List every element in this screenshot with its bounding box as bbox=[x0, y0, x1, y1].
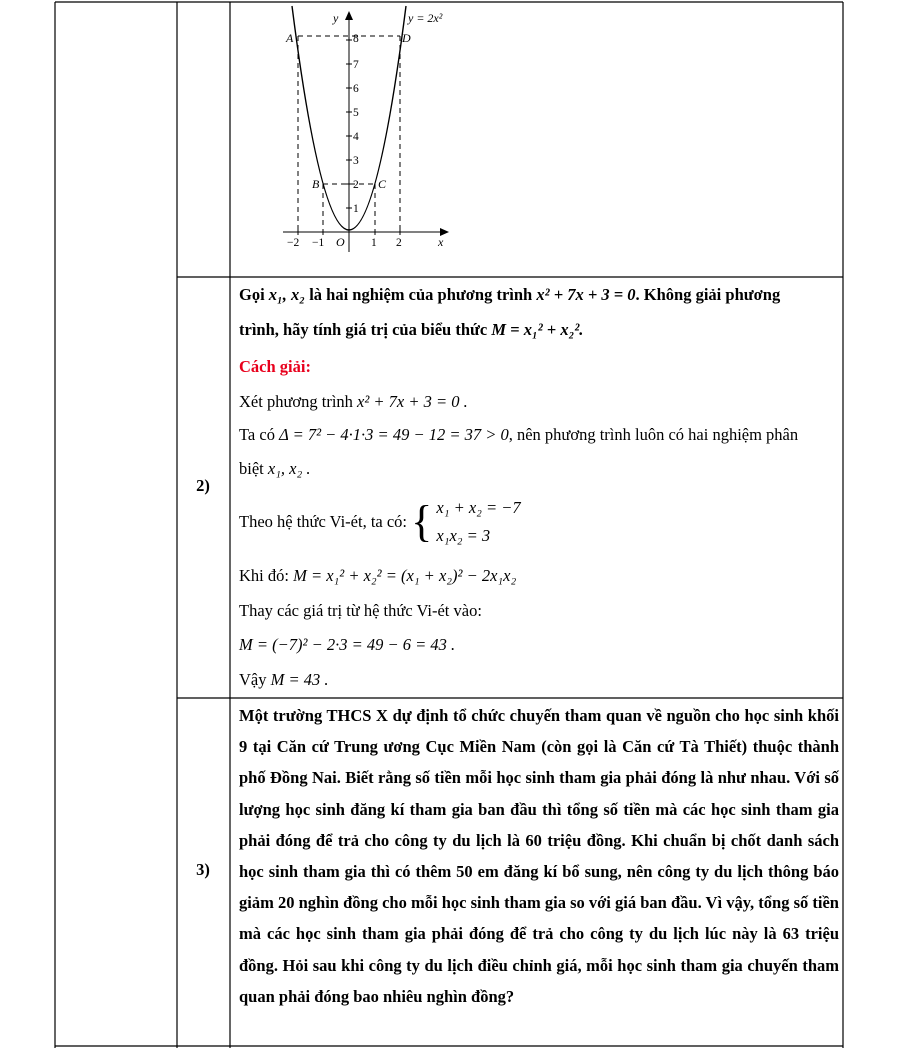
solution-step7: M = (−7)² − 2·3 = 49 − 6 = 43 . bbox=[239, 635, 456, 654]
system-brace: { bbox=[411, 497, 433, 546]
x-tick-neg2: −2 bbox=[287, 237, 300, 249]
parabola-graph bbox=[0, 0, 900, 280]
y-tick-1: 1 bbox=[353, 203, 359, 215]
point-a-label: A bbox=[286, 31, 294, 45]
solution-step1: Xét phương trình x² + 7x + 3 = 0 . bbox=[239, 392, 468, 411]
solution-step5: Khi đó: M = x₁² + x₂² = (x₁ + x₂)² − 2x₁x₂ bbox=[239, 566, 517, 585]
x-axis-label: x bbox=[438, 235, 444, 249]
part2-question-line2: trình, hãy tính giá trị của biểu thức M = x₁² + x₂². bbox=[239, 320, 584, 339]
origin-label: O bbox=[336, 235, 345, 249]
y-tick-7: 7 bbox=[353, 59, 359, 71]
point-c-label: C bbox=[378, 177, 387, 191]
y-axis-label: y bbox=[333, 11, 339, 25]
y-tick-5: 5 bbox=[353, 107, 359, 119]
x-tick-1: 1 bbox=[371, 237, 377, 249]
solution-step3: biệt x₁, x₂ . bbox=[239, 459, 311, 478]
point-b-label: B bbox=[312, 177, 320, 191]
x-tick-2: 2 bbox=[396, 237, 402, 249]
x-tick-neg1: −1 bbox=[312, 237, 325, 249]
part3-problem-text: Một trường THCS X dự định tổ chức chuyến tham quan về nguồn cho học sinh khối 9 tại Căn cứ Trung ương Cục Miền Nam (còn gọi là Căn cứ Tà Thiết) thuộc thành phố Đồng Nai. Biết rằng số tiền mỗi học sinh tham gia phải đóng là như nhau. Với số lượng học sinh đăng kí tham gia ban đầu thì tổng số tiền mà các học sinh tham gia phải đóng để trả cho công ty du lịch là 60 triệu đồng. Khi chuẩn bị chốt danh sách học sinh tham gia thì có thêm 50 em đăng kí bổ sung, nên công ty du lịch thông báo giảm 20 nghìn đồng cho mỗi học sinh tham gia so với giá ban đầu. Vì vậy, tổng số tiền mà các học sinh tham gia phải đóng để trả cho công ty du lịch lúc này là 63 triệu đồng. Hỏi sau khi công ty du lịch điều chỉnh giá, mỗi học sinh tham gia chuyến tham quan phải đóng bao nhiêu nghìn đồng? bbox=[239, 706, 839, 1006]
y-tick-2: 2 bbox=[353, 179, 359, 191]
y-tick-6: 6 bbox=[353, 83, 359, 95]
solution-step6: Thay các giá trị từ hệ thức Vi-ét vào: bbox=[239, 601, 482, 620]
curve-label: y = 2x² bbox=[408, 11, 443, 25]
y-tick-3: 3 bbox=[353, 155, 359, 167]
solution-step2: Ta có Δ = 7² − 4·1·3 = 49 − 12 = 37 > 0, nên phương trình luôn có hai nghiệm phân bbox=[239, 425, 799, 444]
solution-step4: Theo hệ thức Vi-ét, ta có: { x₁ + x₂ = −7 x₁x₂ = 3 bbox=[239, 494, 521, 550]
part2-number: 2) bbox=[196, 476, 210, 495]
y-tick-8: 8 bbox=[353, 33, 359, 45]
solution-heading: Cách giải: bbox=[239, 357, 311, 376]
part2-question-line1: Gọi x₁, x₂ là hai nghiệm của phương trình x² + 7x + 3 = 0. Không giải phương bbox=[239, 285, 781, 304]
solution-conclusion: Vậy M = 43 . bbox=[239, 670, 329, 689]
point-d-label: D bbox=[402, 31, 411, 45]
vieta-system: x₁ + x₂ = −7 x₁x₂ = 3 bbox=[436, 498, 521, 545]
y-tick-4: 4 bbox=[353, 131, 359, 143]
part3-number: 3) bbox=[196, 860, 210, 879]
